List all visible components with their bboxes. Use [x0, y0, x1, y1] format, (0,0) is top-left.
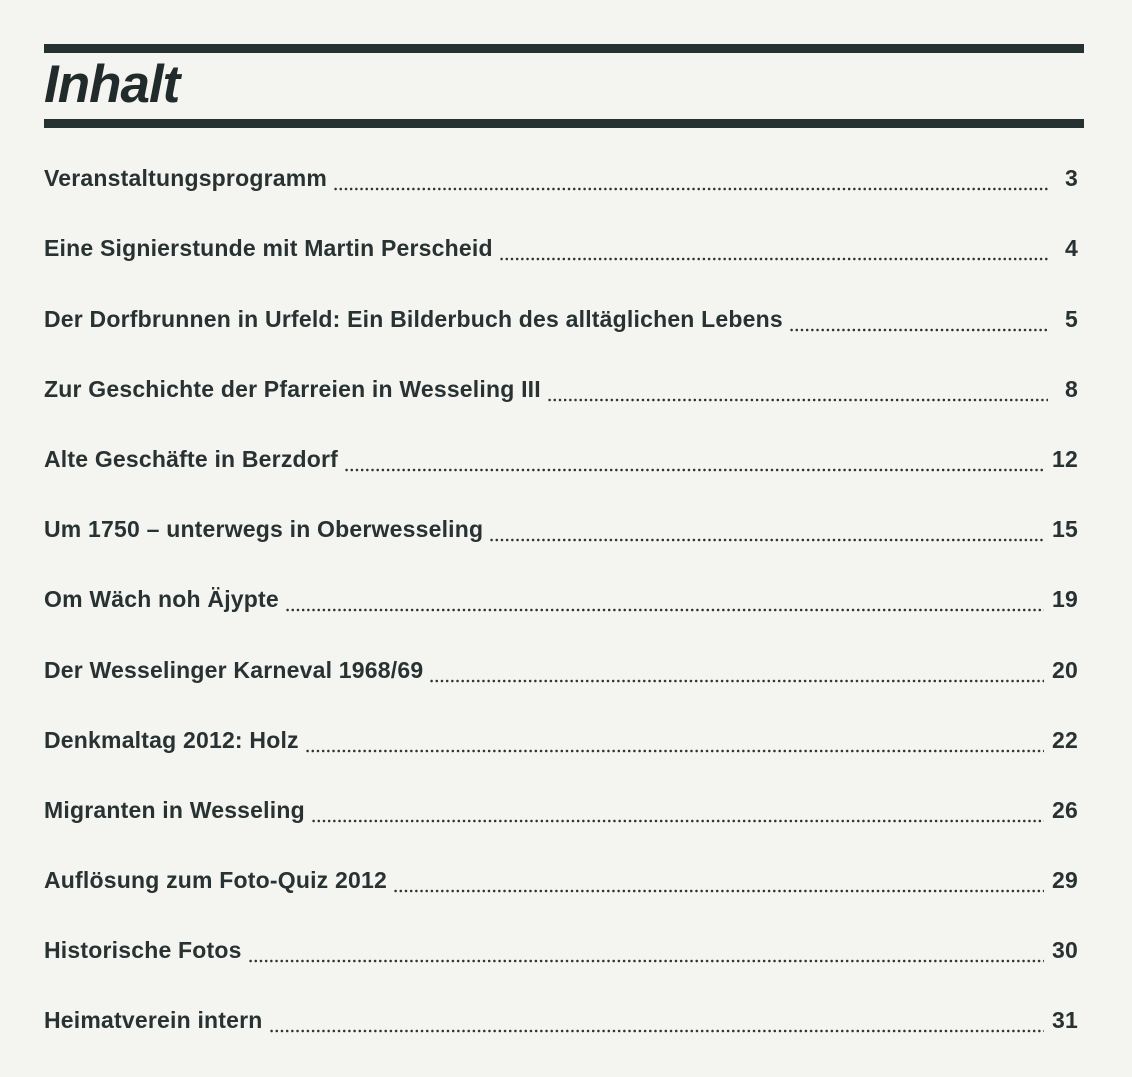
toc-entry-title: Um 1750 – unterwegs in Oberwesseling: [44, 516, 484, 543]
toc-entry-title: Heimatverein intern: [44, 1007, 263, 1034]
toc-entry-title: Zur Geschichte der Pfarreien in Wesseling III: [44, 375, 541, 402]
toc-entry: [44, 649, 1078, 719]
dot-leader: [344, 468, 1044, 472]
toc-entry: [44, 298, 1078, 368]
page-title: Inhalt: [44, 55, 180, 114]
toc-entry-title: Eine Signierstunde mit Martin Perscheid: [44, 235, 493, 262]
dot-leader: [311, 819, 1044, 823]
toc-entry-page: 8: [1065, 375, 1078, 402]
toc-entry-page: 3: [1065, 165, 1078, 192]
toc-entry: [44, 369, 1078, 439]
dot-leader: [305, 749, 1044, 753]
dot-leader: [789, 328, 1048, 332]
toc-entry: [44, 509, 1078, 579]
dot-leader: [489, 538, 1044, 542]
toc-entry-title: Auflösung zum Foto-Quiz 2012: [44, 867, 387, 894]
bottom-rule: [44, 119, 1084, 128]
toc-entry-page: 20: [1052, 656, 1078, 683]
toc-entry-title: Denkmaltag 2012: Holz: [44, 726, 299, 753]
toc-entry-page: 29: [1052, 867, 1078, 894]
dot-leader: [285, 608, 1044, 612]
toc-entry: [44, 930, 1078, 1000]
toc-entry-title: Alte Geschäfte in Berzdorf: [44, 445, 339, 472]
toc-entry-page: 31: [1052, 1007, 1078, 1034]
toc-entry-title: Om Wäch noh Äjypte: [44, 586, 279, 613]
toc-entry: [44, 158, 1078, 228]
toc-entry-title: Historische Fotos: [44, 937, 242, 964]
dot-leader: [393, 889, 1044, 893]
toc-entry-title: Der Wesselinger Karneval 1968/69: [44, 656, 424, 683]
dot-leader: [547, 398, 1048, 402]
toc-entry-page: 15: [1052, 516, 1078, 543]
dot-leader: [429, 679, 1044, 683]
toc-entry-page: 19: [1052, 586, 1078, 613]
dot-leader: [499, 257, 1048, 261]
toc-entry-page: 26: [1052, 796, 1078, 823]
toc-entry-page: 22: [1052, 726, 1078, 753]
toc-entry: [44, 439, 1078, 509]
toc-entry: [44, 860, 1078, 930]
toc-entry: [44, 790, 1078, 860]
toc-entry: [44, 1000, 1078, 1070]
toc-entry-page: 4: [1065, 235, 1078, 262]
dot-leader: [248, 959, 1044, 963]
dot-leader: [333, 187, 1048, 191]
toc-entry: [44, 228, 1078, 298]
dot-leader: [269, 1029, 1044, 1033]
toc-entry: [44, 720, 1078, 790]
toc-entry-page: 30: [1052, 937, 1078, 964]
toc-entry-page: 12: [1052, 445, 1078, 472]
toc-entry-title: Migranten in Wesseling: [44, 796, 305, 823]
toc-entry-title: Veranstaltungsprogramm: [44, 165, 328, 192]
toc-entry: [44, 579, 1078, 649]
toc-entry-title: Der Dorfbrunnen in Urfeld: Ein Bilderbuch des alltäglichen Lebens: [44, 305, 783, 332]
top-rule: [44, 44, 1084, 53]
table-of-contents: [44, 158, 1078, 1070]
toc-entry-page: 5: [1065, 305, 1078, 332]
